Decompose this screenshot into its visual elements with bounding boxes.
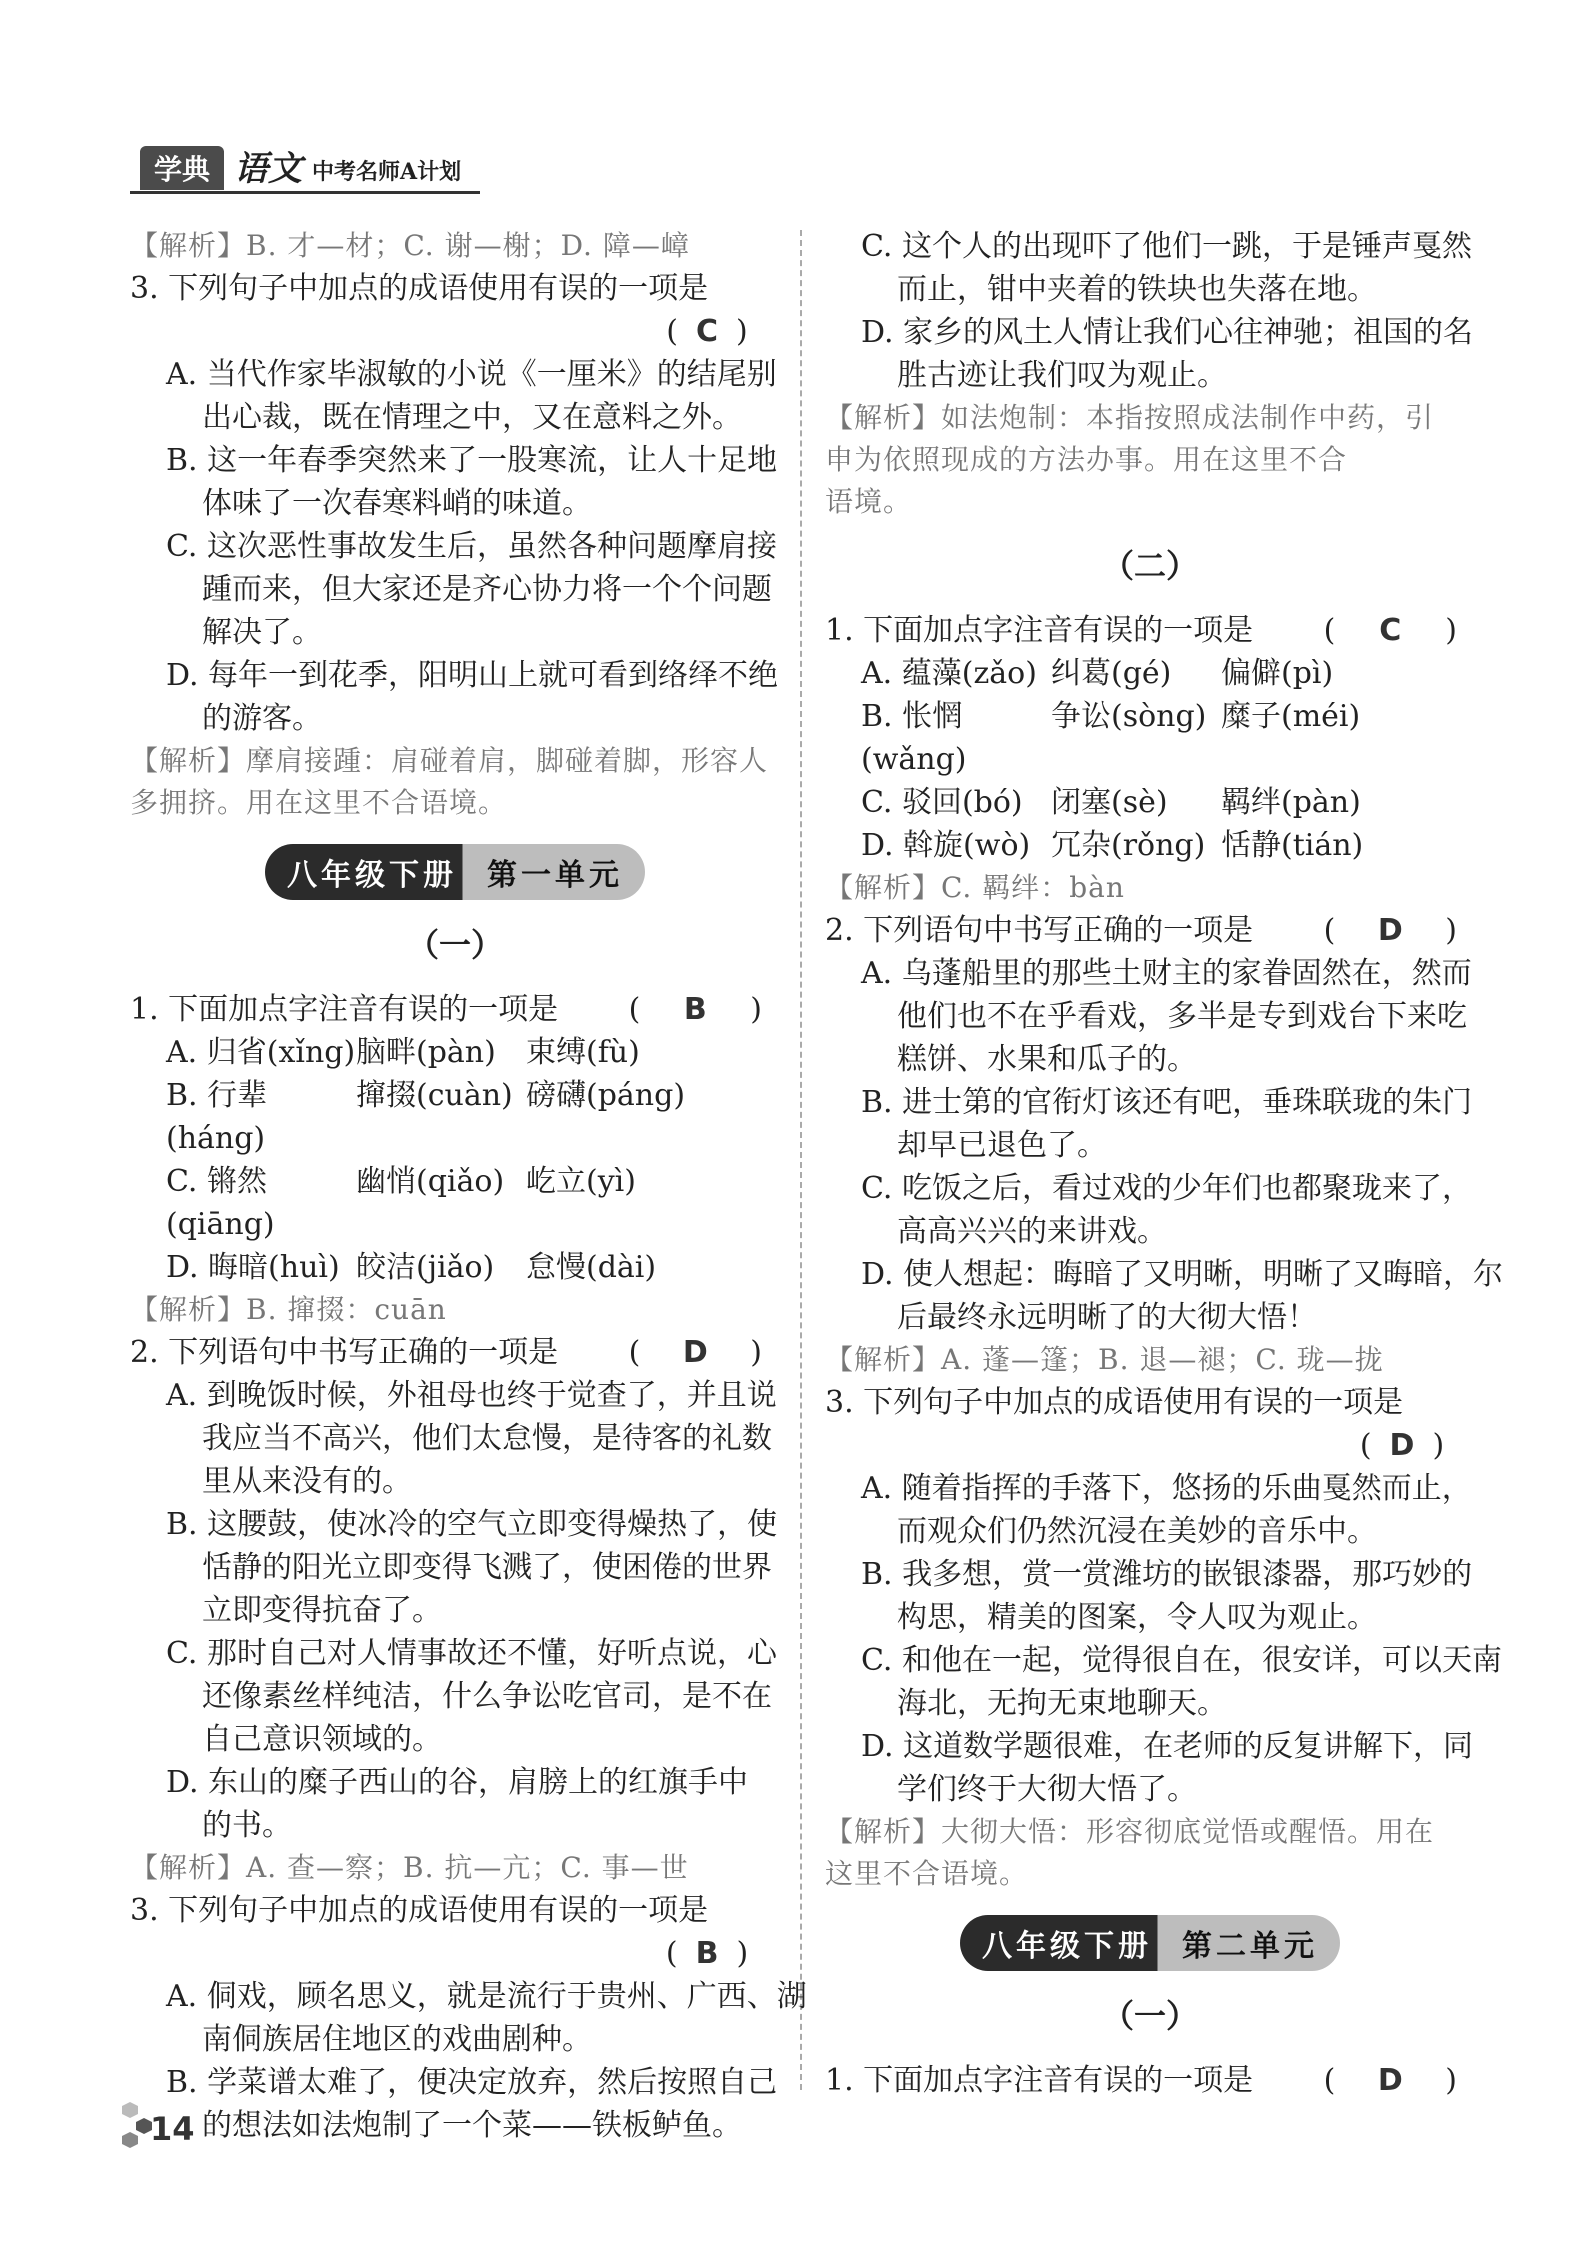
option-d-cont: 学们终于大彻大悟了。 <box>897 1772 1197 1807</box>
answer-bracket: ( D ) <box>1323 913 1457 948</box>
analysis-text: 【解析】C. 羁绊：bàn <box>825 871 1125 904</box>
option-a: A. 随着指挥的手落下，悠扬的乐曲戛然而止， <box>861 1471 1472 1506</box>
answer-letter: B <box>683 992 707 1027</box>
pinyin-cell: 皎洁(jiǎo) <box>356 1250 495 1285</box>
analysis-text: 【解析】如法炮制：本指按照成法制作中药，引 <box>825 401 1435 434</box>
analysis-text: 【解析】A. 查—察；B. 抗—亢；C. 事—世 <box>130 1851 689 1884</box>
page-header <box>140 150 461 190</box>
pinyin-options <box>130 1031 780 1289</box>
option-c: C. 和他在一起，觉得很自在，很安详，可以天南 <box>861 1643 1502 1678</box>
answer-bracket: ( C ) <box>1323 613 1457 648</box>
option-d: D. 家乡的风土人情让我们心往神驰；祖国的名 <box>861 315 1474 350</box>
pinyin-cell: D. 斡旋(wò) <box>861 828 1031 863</box>
answer-letter: C <box>1379 613 1402 648</box>
brand-name: 语文 <box>234 149 303 189</box>
answer-bracket: ( B ) <box>628 992 762 1027</box>
question-text: 2. 下列语句中书写正确的一项是 <box>825 913 1254 948</box>
question-2 <box>825 909 1475 952</box>
option-a: A. 乌蓬船里的那些土财主的家眷固然在，然而 <box>861 956 1472 991</box>
question-1 <box>825 2059 1475 2102</box>
right-column <box>825 225 1504 2102</box>
answer-letter: D <box>1377 913 1403 948</box>
pinyin-cell: 冗杂(rǒng) <box>1051 828 1206 863</box>
brand-plan: 中考名师A计划 <box>312 159 462 185</box>
section-title: （二） <box>1101 547 1198 585</box>
section-title: （一） <box>1101 1997 1198 2035</box>
option-c-cont2: 解决了。 <box>202 615 322 650</box>
pinyin-cell: 争讼(sòng) <box>1051 699 1207 734</box>
option-c: C. 这次恶性事故发生后，虽然各种问题摩肩接 <box>166 529 777 564</box>
question-1 <box>130 988 780 1031</box>
option-c-cont: 踵而来，但大家还是齐心协力将一个个问题 <box>202 572 772 607</box>
option-b: B. 这一年春季突然来了一股寒流，让人十足地 <box>166 443 778 478</box>
pinyin-cell: 脑畔(pàn) <box>356 1035 496 1070</box>
analysis-text-cont: 这里不合语境。 <box>825 1857 1029 1890</box>
banner-grade: 八年级下册 <box>287 858 457 893</box>
option-d: D. 这道数学题很难，在老师的反复讲解下，同 <box>861 1729 1474 1764</box>
option-a: A. 到晚饭时候，外祖母也终于觉查了，并且说 <box>166 1378 777 1413</box>
option-a-cont: 南侗族居住地区的戏曲剧种。 <box>202 2022 592 2057</box>
option-a-cont2: 糕饼、水果和瓜子的。 <box>897 1042 1197 1077</box>
pinyin-cell: 束缚(fù) <box>526 1035 640 1070</box>
question-3a: 3. 下列句子中加点的成语使用有误的一项是 <box>130 271 709 306</box>
pinyin-options <box>825 652 1475 867</box>
pinyin-cell: C. 驳回(bó) <box>861 785 1023 820</box>
analysis-text: 【解析】B. 才—材；C. 谢—榭；D. 障—嶂 <box>130 229 690 262</box>
option-d: D. 东山的糜子西山的谷，肩膀上的红旗手中 <box>166 1765 749 1800</box>
option-b: B. 这腰鼓，使冰冷的空气立即变得燥热了，使 <box>166 1507 778 1542</box>
pinyin-cell: 偏僻(pì) <box>1221 656 1334 691</box>
option-d-cont: 的游客。 <box>202 701 322 736</box>
question-3: 3. 下列句子中加点的成语使用有误的一项是 <box>825 1385 1404 1420</box>
pinyin-cell: 纠葛(gé) <box>1051 656 1172 691</box>
answer-bracket: ( D ) <box>1323 2063 1457 2098</box>
question-text: 1. 下面加点字注音有误的一项是 <box>130 992 559 1027</box>
option-a-cont: 他们也不在乎看戏，多半是专到戏台下来吃 <box>897 999 1467 1034</box>
option-c-cont: 高高兴兴的来讲戏。 <box>897 1214 1167 1249</box>
question-text: 1. 下面加点字注音有误的一项是 <box>825 613 1254 648</box>
pinyin-cell: B. 怅惘(wǎng) <box>861 699 967 777</box>
option-c: C. 这个人的出现吓了他们一跳，于是锤声戛然 <box>861 229 1472 264</box>
pinyin-cell: 羁绊(pàn) <box>1221 785 1361 820</box>
question-1 <box>825 609 1475 652</box>
pinyin-cell: 幽悄(qiǎo) <box>356 1164 505 1199</box>
pinyin-cell: D. 晦暗(huì) <box>166 1250 340 1285</box>
banner-unit: 第二单元 <box>1182 1929 1318 1964</box>
analysis-text-cont2: 语境。 <box>825 485 913 518</box>
option-c-cont2: 自己意识领域的。 <box>202 1722 442 1757</box>
option-b: B. 进士第的官衔灯该还有吧，垂珠联珑的朱门 <box>861 1085 1473 1120</box>
pinyin-cell: A. 蕴藻(zǎo) <box>861 656 1037 691</box>
pinyin-cell: A. 归省(xǐng) <box>166 1035 356 1070</box>
pinyin-cell: 磅礴(páng) <box>526 1078 686 1113</box>
option-b-cont: 却早已退色了。 <box>897 1128 1107 1163</box>
pinyin-cell: 撺掇(cuàn) <box>356 1078 513 1113</box>
option-a-cont2: 里从来没有的。 <box>202 1464 412 1499</box>
option-b-cont: 恬静的阳光立即变得飞溅了，使困倦的世界 <box>202 1550 772 1585</box>
option-b: B. 学菜谱太难了，便决定放弃，然后按照自己 <box>166 2065 778 2100</box>
header-rule <box>130 191 480 194</box>
analysis-text: 【解析】摩肩接踵：肩碰着肩，脚碰着脚，形容人 <box>130 744 769 777</box>
pinyin-cell: 怠慢(dài) <box>526 1250 657 1285</box>
answer-letter: D <box>1377 2063 1403 2098</box>
analysis-text: 【解析】B. 撺掇：cuān <box>130 1293 447 1326</box>
option-c-cont: 而止，钳中夹着的铁块也失落在地。 <box>897 272 1377 307</box>
answer-letter: D <box>1389 1428 1415 1463</box>
option-c: C. 吃饭之后，看过戏的少年们也都聚珑来了， <box>861 1171 1472 1206</box>
pinyin-cell: 恬静(tián) <box>1221 828 1364 863</box>
option-c-cont: 海北，无拘无束地聊天。 <box>897 1686 1227 1721</box>
pinyin-cell: B. 行辈(háng) <box>166 1078 268 1156</box>
option-b-cont: 构思，精美的图案，令人叹为观止。 <box>897 1600 1377 1635</box>
answer-row: ( D ) <box>1359 1428 1445 1463</box>
option-d-cont: 后最终永远明晰了的大彻大悟！ <box>897 1300 1317 1335</box>
analysis-text-cont: 申为依照现成的方法办事。用在这里不合 <box>825 443 1348 476</box>
question-2 <box>130 1331 780 1374</box>
option-c-cont: 还像素丝样纯洁，什么争讼吃官司，是不在 <box>202 1679 772 1714</box>
banner-grade: 八年级下册 <box>982 1929 1152 1964</box>
brand-tag: 学典 <box>140 146 224 190</box>
answer-letter: C <box>695 314 719 349</box>
analysis-text: 【解析】大彻大悟：形容彻底觉悟或醒悟。用在 <box>825 1815 1435 1848</box>
option-a-cont: 而观众们仍然沉浸在美妙的音乐中。 <box>897 1514 1377 1549</box>
section-title: （一） <box>406 926 503 964</box>
unit-banner <box>960 1915 1340 1971</box>
option-a: A. 侗戏，顾名思义，就是流行于贵州、广西、湖 <box>166 1979 807 2014</box>
analysis-text-cont: 多拥挤。用在这里不合语境。 <box>130 786 508 819</box>
pinyin-cell: 闭塞(sè) <box>1051 785 1168 820</box>
option-a: A. 当代作家毕淑敏的小说《一厘米》的结尾别 <box>166 357 777 392</box>
column-divider <box>800 230 802 2090</box>
answer-row: ( C ) <box>666 314 748 349</box>
option-b-cont: 体味了一次春寒料峭的味道。 <box>202 486 592 521</box>
option-a-cont: 出心裁，既在情理之中，又在意料之外。 <box>202 400 742 435</box>
answer-letter: B <box>695 1936 719 1971</box>
option-b-cont2: 立即变得抗奋了。 <box>202 1593 442 1628</box>
option-b: B. 我多想，赏一赏潍坊的嵌银漆器，那巧妙的 <box>861 1557 1473 1592</box>
answer-bracket: ( D ) <box>628 1335 762 1370</box>
answer-row: ( B ) <box>665 1936 749 1971</box>
option-d-cont: 的书。 <box>202 1808 292 1843</box>
option-c: C. 那时自己对人情事故还不懂，好听点说，心 <box>166 1636 777 1671</box>
analysis-text: 【解析】A. 蓬—篷；B. 退—褪；C. 珑—拢 <box>825 1343 1384 1376</box>
question-3: 3. 下列句子中加点的成语使用有误的一项是 <box>130 1893 709 1928</box>
option-d: D. 每年一到花季，阳明山上就可看到络绎不绝 <box>166 658 779 693</box>
answer-letter: D <box>682 1335 708 1370</box>
option-a-cont: 我应当不高兴，他们太怠慢，是待客的礼数 <box>202 1421 772 1456</box>
page-number: 14 <box>150 2110 195 2148</box>
question-text: 2. 下列语句中书写正确的一项是 <box>130 1335 559 1370</box>
pinyin-cell: C. 锵然(qiāng) <box>166 1164 275 1242</box>
option-d: D. 使人想起：晦暗了又明晰，明晰了又晦暗，尔 <box>861 1257 1504 1292</box>
pinyin-cell: 屹立(yì) <box>526 1164 636 1199</box>
banner-unit: 第一单元 <box>487 858 623 893</box>
question-text: 1. 下面加点字注音有误的一项是 <box>825 2063 1254 2098</box>
left-column <box>130 225 807 2147</box>
unit-banner <box>265 844 645 900</box>
option-d-cont: 胜古迹让我们叹为观止。 <box>897 358 1227 393</box>
option-b-cont: 的想法如法炮制了一个菜——铁板鲈鱼。 <box>202 2108 742 2143</box>
pinyin-cell: 糜子(méi) <box>1221 699 1361 734</box>
